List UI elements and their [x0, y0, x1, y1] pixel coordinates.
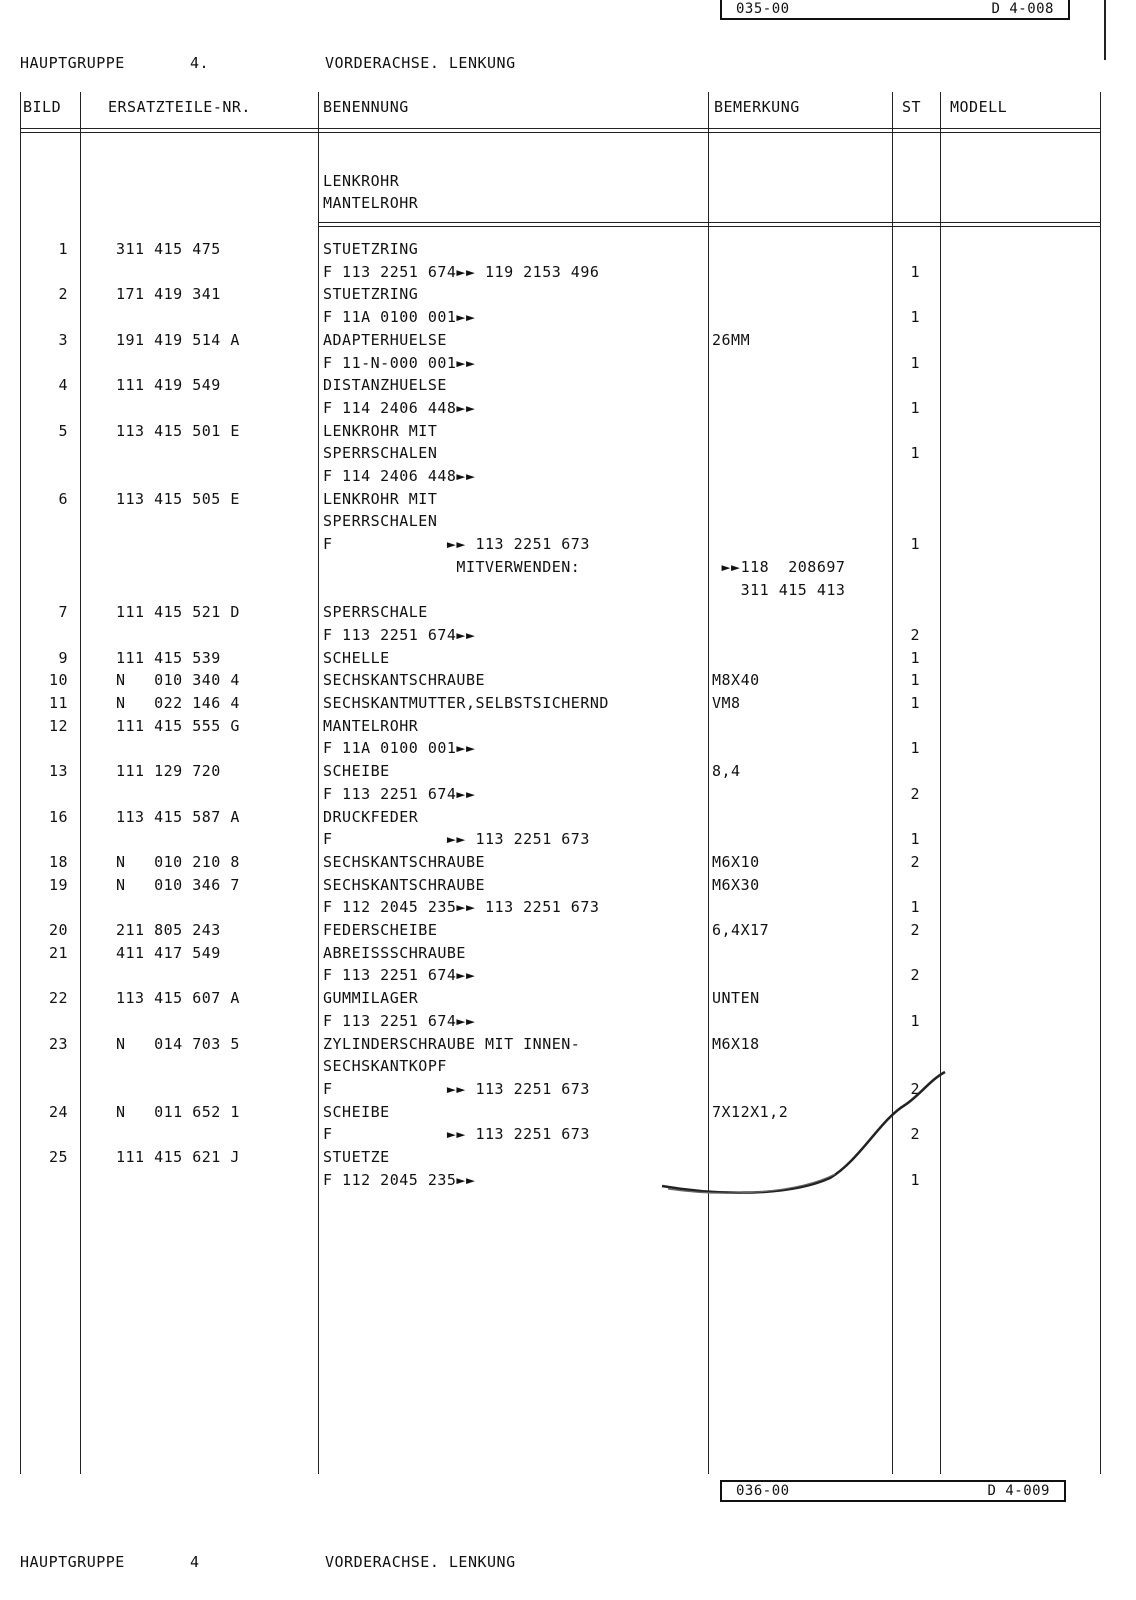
- col-header-st: ST: [902, 98, 922, 116]
- row-bild: 1: [58, 240, 68, 258]
- row-designation: LENKROHR MIT: [323, 489, 438, 508]
- row-remark: 26MM: [712, 330, 751, 349]
- row-quantity: 2: [910, 1079, 920, 1098]
- row-designation: F ►► 113 2251 673: [323, 535, 590, 554]
- row-bild: 3: [58, 330, 68, 349]
- row-part-number: 111 415 539: [116, 648, 221, 667]
- row-designation: SCHELLE: [323, 648, 390, 667]
- bottom-ref-right: D 4-009: [987, 1483, 1050, 1499]
- row-quantity: 1: [910, 1170, 920, 1189]
- row-designation: F ►► 113 2251 673: [323, 1125, 590, 1144]
- row-designation: MANTELROHR: [323, 716, 419, 735]
- row-quantity: 1: [910, 444, 920, 463]
- row-part-number: 171 419 341: [116, 285, 221, 304]
- row-remark: ►►118 208697: [712, 557, 846, 576]
- row-designation: F 113 2251 674►►: [323, 1011, 476, 1030]
- row-designation: SECHSKANTSCHRAUBE: [323, 852, 486, 871]
- row-quantity: 1: [910, 898, 920, 917]
- row-designation: F 114 2406 448►►: [323, 467, 476, 485]
- row-bild: 20: [48, 921, 68, 939]
- row-part-number: 113 415 607 A: [116, 989, 240, 1008]
- row-quantity: 1: [910, 535, 920, 554]
- row-bild: 21: [48, 943, 68, 962]
- col-header-name: BENENNUNG: [323, 98, 409, 116]
- row-quantity: 2: [910, 625, 920, 644]
- row-bild: 19: [48, 875, 68, 894]
- row-part-number: 113 415 587 A: [116, 807, 240, 826]
- row-designation: SECHSKANTMUTTER,SELBSTSICHERND: [323, 694, 609, 712]
- row-designation: F 11A 0100 001►►: [323, 739, 476, 758]
- row-designation: STUETZE: [323, 1148, 390, 1166]
- row-part-number: N 011 652 1: [116, 1102, 240, 1121]
- row-bild: 6: [58, 489, 68, 508]
- row-remark: VM8: [712, 694, 741, 712]
- row-bild: 16: [48, 807, 68, 826]
- row-part-number: N 010 346 7: [116, 875, 240, 894]
- row-remark: M6X30: [712, 875, 760, 894]
- row-bild: 5: [58, 421, 68, 440]
- row-designation: F 11-N-000 001►►: [323, 353, 476, 372]
- row-quantity: 1: [910, 262, 920, 281]
- row-bild: 9: [58, 648, 68, 667]
- top-ref-left: 035-00: [736, 1, 790, 17]
- row-designation: ZYLINDERSCHRAUBE MIT INNEN-: [323, 1034, 581, 1053]
- row-designation: F ►► 113 2251 673: [323, 1079, 590, 1098]
- row-remark: 8,4: [712, 762, 741, 781]
- row-designation: DRUCKFEDER: [323, 807, 419, 826]
- section-line2: MANTELROHR: [323, 194, 419, 212]
- row-quantity: 2: [910, 921, 920, 939]
- row-designation: SECHSKANTKOPF: [323, 1057, 447, 1076]
- row-quantity: 1: [910, 648, 920, 667]
- row-designation: F 114 2406 448►►: [323, 398, 476, 417]
- row-designation: SCHEIBE: [323, 1102, 390, 1121]
- group-number: 4.: [190, 54, 210, 72]
- row-designation: LENKROHR MIT: [323, 421, 438, 440]
- group-label: HAUPTGRUPPE: [20, 54, 125, 72]
- footer-group-number: 4: [190, 1553, 200, 1571]
- row-part-number: 211 805 243: [116, 921, 221, 939]
- row-designation: F 113 2251 674►►: [323, 625, 476, 644]
- row-bild: 18: [48, 852, 68, 871]
- bottom-ref-left: 036-00: [736, 1483, 790, 1499]
- group-title: VORDERACHSE. LENKUNG: [325, 54, 516, 72]
- row-designation: SPERRSCHALEN: [323, 444, 438, 463]
- row-part-number: 111 415 555 G: [116, 716, 240, 735]
- row-bild: 24: [48, 1102, 68, 1121]
- row-designation: DISTANZHUELSE: [323, 376, 447, 395]
- row-quantity: 2: [910, 1125, 920, 1144]
- row-designation: STUETZRING: [323, 285, 419, 304]
- section-line1: LENKROHR: [323, 172, 400, 190]
- row-designation: GUMMILAGER: [323, 989, 419, 1008]
- row-bild: 7: [58, 603, 68, 622]
- row-part-number: 311 415 475: [116, 240, 221, 258]
- row-part-number: 111 415 521 D: [116, 603, 240, 622]
- row-designation: STUETZRING: [323, 240, 419, 258]
- row-quantity: 1: [910, 739, 920, 758]
- row-bild: 4: [58, 376, 68, 395]
- footer-group-label: HAUPTGRUPPE: [20, 1553, 125, 1571]
- row-bild: 11: [48, 694, 68, 712]
- row-quantity: 1: [910, 308, 920, 327]
- row-part-number: 191 419 514 A: [116, 330, 240, 349]
- row-quantity: 1: [910, 671, 920, 690]
- row-designation: SPERRSCHALE: [323, 603, 428, 622]
- row-remark: 311 415 413: [712, 580, 846, 599]
- row-bild: 12: [48, 716, 68, 735]
- row-remark: 7X12X1,2: [712, 1102, 789, 1121]
- row-remark: 6,4X17: [712, 921, 770, 939]
- row-part-number: 113 415 505 E: [116, 489, 240, 508]
- col-header-remark: BEMERKUNG: [714, 98, 800, 116]
- footer-group-title: VORDERACHSE. LENKUNG: [325, 1553, 516, 1571]
- row-quantity: 1: [910, 353, 920, 372]
- row-designation: MITVERWENDEN:: [323, 557, 581, 576]
- row-quantity: 2: [910, 852, 920, 871]
- row-designation: ADAPTERHUELSE: [323, 330, 447, 349]
- col-header-bild: BILD: [23, 98, 62, 116]
- row-remark: M8X40: [712, 671, 760, 690]
- row-designation: F 112 2045 235►►: [323, 1170, 476, 1189]
- row-designation: SPERRSCHALEN: [323, 512, 438, 531]
- row-designation: F 11A 0100 001►►: [323, 308, 476, 327]
- row-quantity: 1: [910, 1011, 920, 1030]
- row-part-number: 411 417 549: [116, 943, 221, 962]
- row-remark: M6X10: [712, 852, 760, 871]
- row-designation: FEDERSCHEIBE: [323, 921, 438, 939]
- row-bild: 2: [58, 285, 68, 304]
- col-header-part: ERSATZTEILE-NR.: [108, 98, 251, 116]
- row-designation: F ►► 113 2251 673: [323, 830, 590, 849]
- bottom-reference-box: [720, 1480, 1066, 1502]
- top-ref-right: D 4-008: [991, 1, 1054, 17]
- row-part-number: N 010 340 4: [116, 671, 240, 690]
- row-designation: ABREISSSCHRAUBE: [323, 943, 466, 962]
- row-part-number: 113 415 501 E: [116, 421, 240, 440]
- row-part-number: N 022 146 4: [116, 694, 240, 712]
- row-part-number: N 014 703 5: [116, 1034, 240, 1053]
- row-bild: 25: [48, 1148, 68, 1166]
- row-designation: F 113 2251 674►►: [323, 784, 476, 803]
- row-designation: SECHSKANTSCHRAUBE: [323, 671, 486, 690]
- row-designation: F 112 2045 235►► 113 2251 673: [323, 898, 600, 917]
- row-bild: 22: [48, 989, 68, 1008]
- row-part-number: N 010 210 8: [116, 852, 240, 871]
- row-quantity: 2: [910, 784, 920, 803]
- row-quantity: 2: [910, 966, 920, 985]
- row-designation: SECHSKANTSCHRAUBE: [323, 875, 486, 894]
- row-quantity: 1: [910, 830, 920, 849]
- row-part-number: 111 419 549: [116, 376, 221, 395]
- row-bild: 23: [48, 1034, 68, 1053]
- row-part-number: 111 415 621 J: [116, 1148, 240, 1166]
- row-bild: 10: [48, 671, 68, 690]
- row-bild: 13: [48, 762, 68, 781]
- row-designation: SCHEIBE: [323, 762, 390, 781]
- row-quantity: 1: [910, 694, 920, 712]
- row-quantity: 1: [910, 398, 920, 417]
- row-part-number: 111 129 720: [116, 762, 221, 781]
- row-remark: M6X18: [712, 1034, 760, 1053]
- row-designation: F 113 2251 674►►: [323, 966, 476, 985]
- col-header-model: MODELL: [950, 98, 1008, 116]
- row-remark: UNTEN: [712, 989, 760, 1008]
- row-designation: F 113 2251 674►► 119 2153 496: [323, 262, 600, 281]
